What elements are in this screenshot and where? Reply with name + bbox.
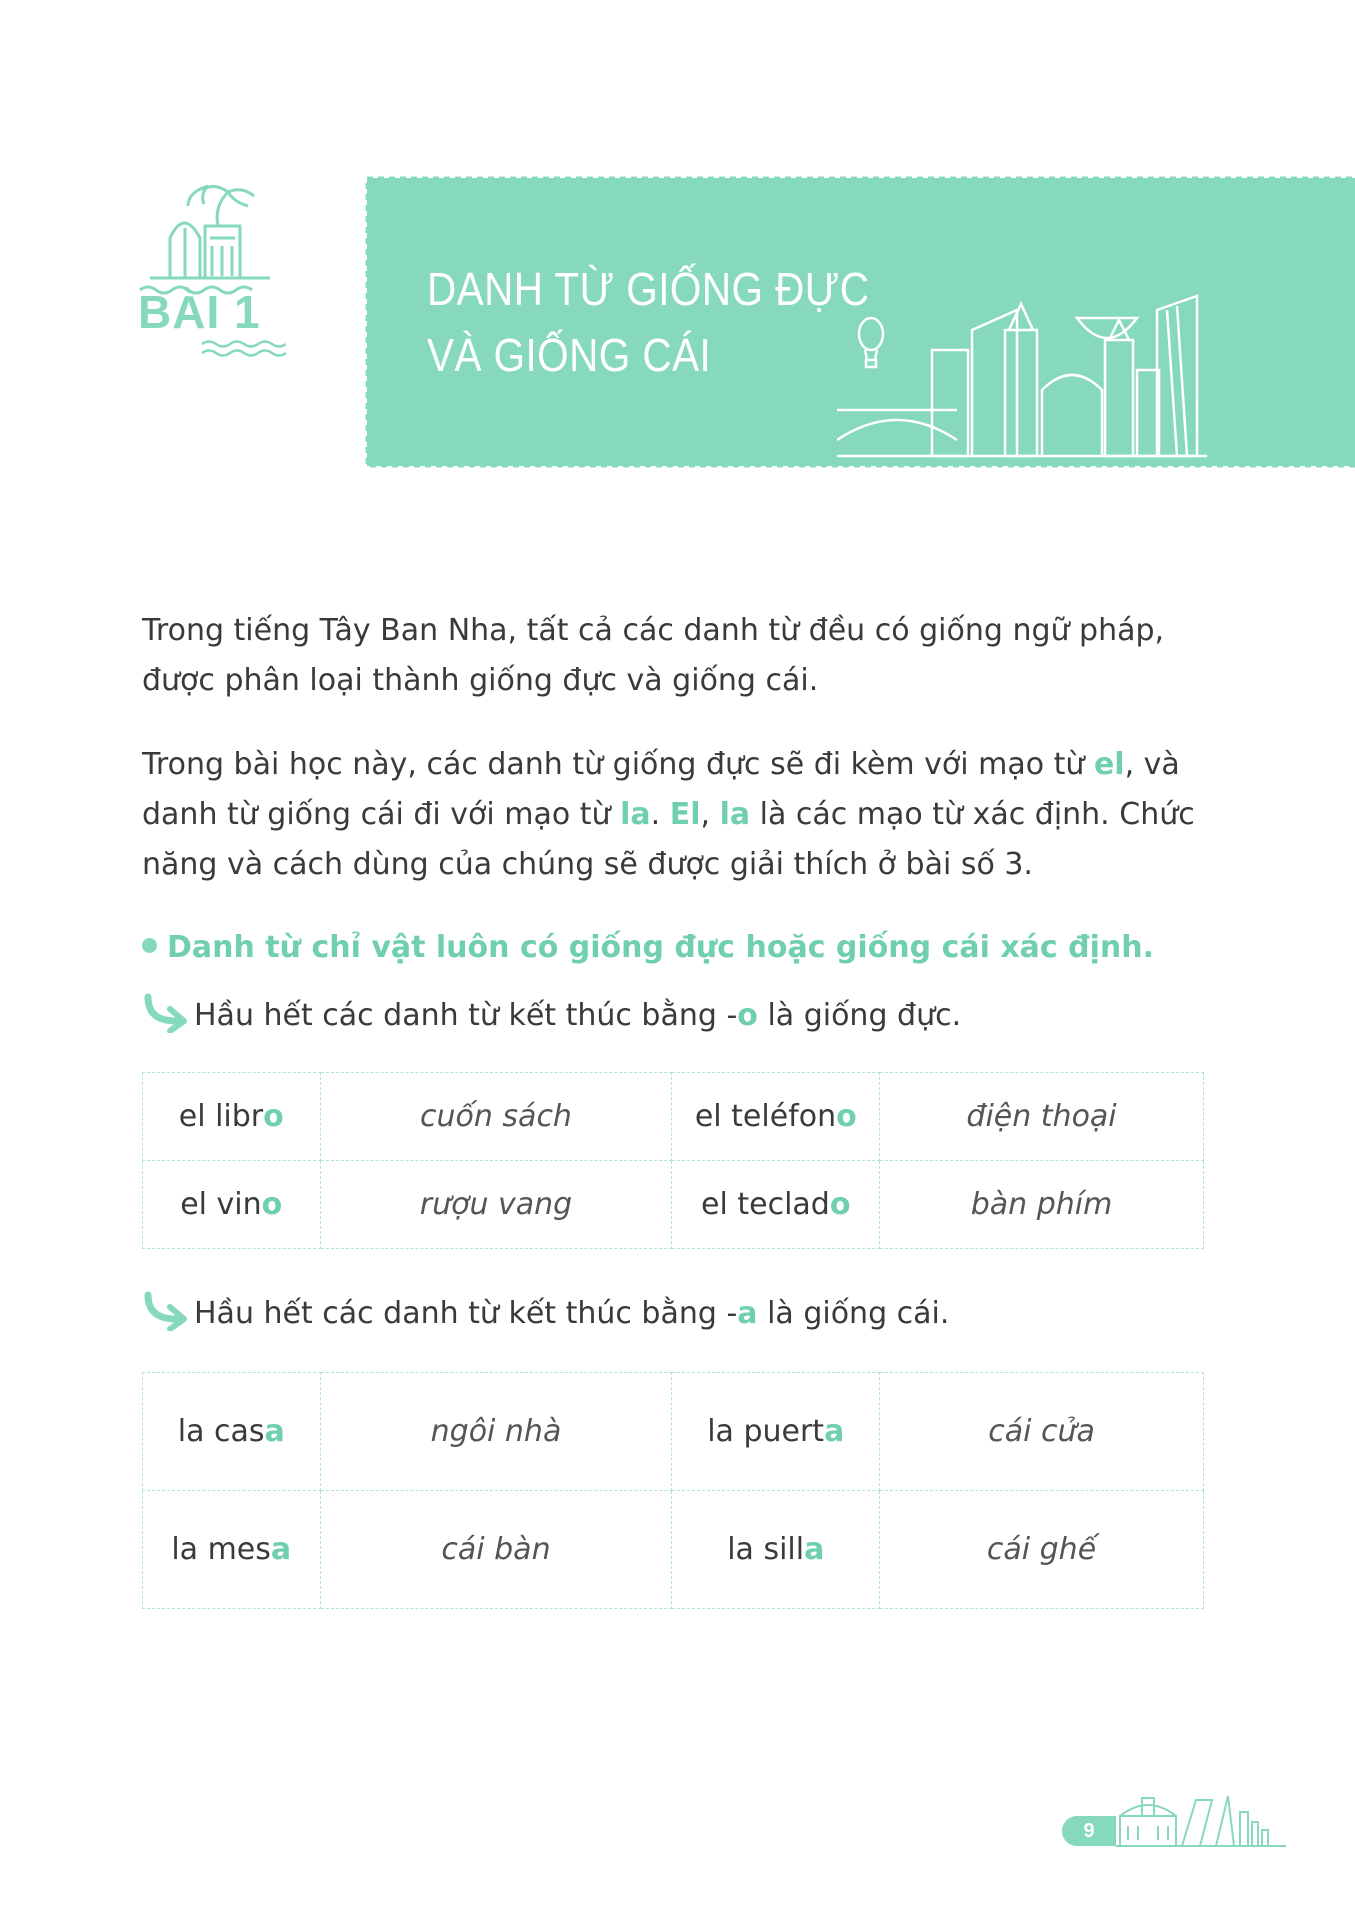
lesson-label: BÀI 1	[138, 286, 261, 338]
p2-text-a: Trong bài học này, các danh từ giống đực sẽ đi kèm với mạo từ	[142, 747, 1094, 782]
city-skyline-icon	[837, 290, 1257, 462]
masculine-rule	[142, 994, 961, 1038]
masculine-table	[142, 1072, 1204, 1249]
table-row	[143, 1491, 1204, 1609]
translation-cell: bàn phím	[880, 1161, 1204, 1249]
lesson-title-banner	[367, 178, 1355, 466]
masculine-ending: o	[737, 998, 758, 1033]
curved-arrow-icon	[142, 1291, 190, 1331]
feminine-table	[142, 1372, 1204, 1609]
p2-text-c: .	[650, 797, 670, 832]
word-cell: el teléfono	[672, 1073, 880, 1161]
masculine-rule-text-a: Hầu hết các danh từ kết thúc bằng -	[194, 998, 738, 1033]
wave-decoration-icon	[200, 338, 286, 358]
word-cell: la mesa	[143, 1491, 321, 1609]
translation-cell: cái ghế	[880, 1491, 1204, 1609]
table-row	[143, 1073, 1204, 1161]
translation-cell: cái cửa	[880, 1373, 1204, 1491]
translation-cell: rượu vang	[320, 1161, 672, 1249]
intro-paragraph-1: Trong tiếng Tây Ban Nha, tất cả các danh từ đều có giống ngữ pháp, được phân loại thành giống đực và giống cái.	[142, 613, 1165, 698]
lesson-title-line-1: DANH TỪ GIỐNG ĐỰC	[427, 263, 870, 315]
bullet-dot-icon	[142, 938, 157, 953]
lesson-title	[427, 256, 869, 388]
curved-arrow-icon	[142, 993, 190, 1033]
word-cell: la silla	[672, 1491, 880, 1609]
p2-text-b: , và danh từ giống cái đi với mạo từ	[142, 747, 1180, 832]
feminine-rule-text-a: Hầu hết các danh từ kết thúc bằng -	[194, 1296, 738, 1331]
feminine-rule	[142, 1292, 949, 1336]
feminine-ending: a	[737, 1296, 758, 1331]
word-cell: la puerta	[672, 1373, 880, 1491]
translation-cell: cuốn sách	[320, 1073, 672, 1161]
masculine-rule-text-b: là giống đực.	[757, 998, 962, 1033]
table-row	[143, 1161, 1204, 1249]
lesson-title-line-2: VÀ GIỐNG CÁI	[427, 329, 712, 381]
p2-text-e: là các mạo từ xác định. Chức năng và cách dùng của chúng sẽ được giải thích ở bài số 3.	[142, 797, 1195, 882]
article-el: el	[1093, 747, 1125, 782]
translation-cell: điện thoại	[880, 1073, 1204, 1161]
intro-paragraph-2	[142, 740, 1222, 890]
translation-cell: cái bàn	[320, 1491, 672, 1609]
p2-text-d: ,	[700, 797, 720, 832]
word-cell: el teclado	[672, 1161, 880, 1249]
word-cell: el vino	[143, 1161, 321, 1249]
word-cell: el libro	[143, 1073, 321, 1161]
section-heading-text: Danh từ chỉ vật luôn có giống đực hoặc giống cái xác định.	[167, 930, 1155, 965]
word-cell: la casa	[143, 1373, 321, 1491]
footer-skyline-icon	[1116, 1790, 1296, 1852]
article-la: la	[620, 797, 651, 832]
translation-cell: ngôi nhà	[320, 1373, 672, 1491]
table-row	[143, 1373, 1204, 1491]
article-la-2: la	[719, 797, 751, 832]
article-El: El	[669, 797, 701, 832]
page-number: 9	[1062, 1816, 1116, 1846]
section-heading	[142, 926, 1154, 970]
feminine-rule-text-b: là giống cái.	[757, 1296, 950, 1331]
